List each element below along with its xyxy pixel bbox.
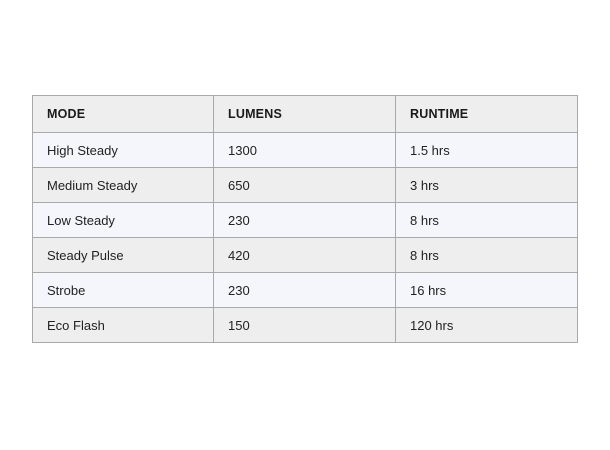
table-header bbox=[33, 96, 578, 133]
table-row bbox=[33, 238, 578, 273]
header-row bbox=[33, 96, 578, 133]
table-row bbox=[33, 133, 578, 168]
lumens-cell: 150 bbox=[214, 308, 396, 343]
runtime-cell: 8 hrs bbox=[396, 238, 578, 273]
runtime-cell: 8 hrs bbox=[396, 203, 578, 238]
mode-cell: Medium Steady bbox=[33, 168, 214, 203]
runtime-cell: 16 hrs bbox=[396, 273, 578, 308]
header-lumens: LUMENS bbox=[214, 96, 396, 133]
mode-cell: High Steady bbox=[33, 133, 214, 168]
runtime-cell: 1.5 hrs bbox=[396, 133, 578, 168]
table-row bbox=[33, 203, 578, 238]
mode-cell: Steady Pulse bbox=[33, 238, 214, 273]
runtime-cell: 3 hrs bbox=[396, 168, 578, 203]
table-row bbox=[33, 273, 578, 308]
table-row bbox=[33, 308, 578, 343]
header-mode: MODE bbox=[33, 96, 214, 133]
header-runtime: RUNTIME bbox=[396, 96, 578, 133]
mode-cell: Eco Flash bbox=[33, 308, 214, 343]
mode-cell: Low Steady bbox=[33, 203, 214, 238]
runtime-cell: 120 hrs bbox=[396, 308, 578, 343]
mode-cell: Strobe bbox=[33, 273, 214, 308]
table-row bbox=[33, 168, 578, 203]
lumens-cell: 230 bbox=[214, 273, 396, 308]
spec-table bbox=[32, 95, 578, 343]
lumens-cell: 230 bbox=[214, 203, 396, 238]
table-body bbox=[33, 133, 578, 343]
lumens-cell: 650 bbox=[214, 168, 396, 203]
lumens-cell: 1300 bbox=[214, 133, 396, 168]
lumens-cell: 420 bbox=[214, 238, 396, 273]
